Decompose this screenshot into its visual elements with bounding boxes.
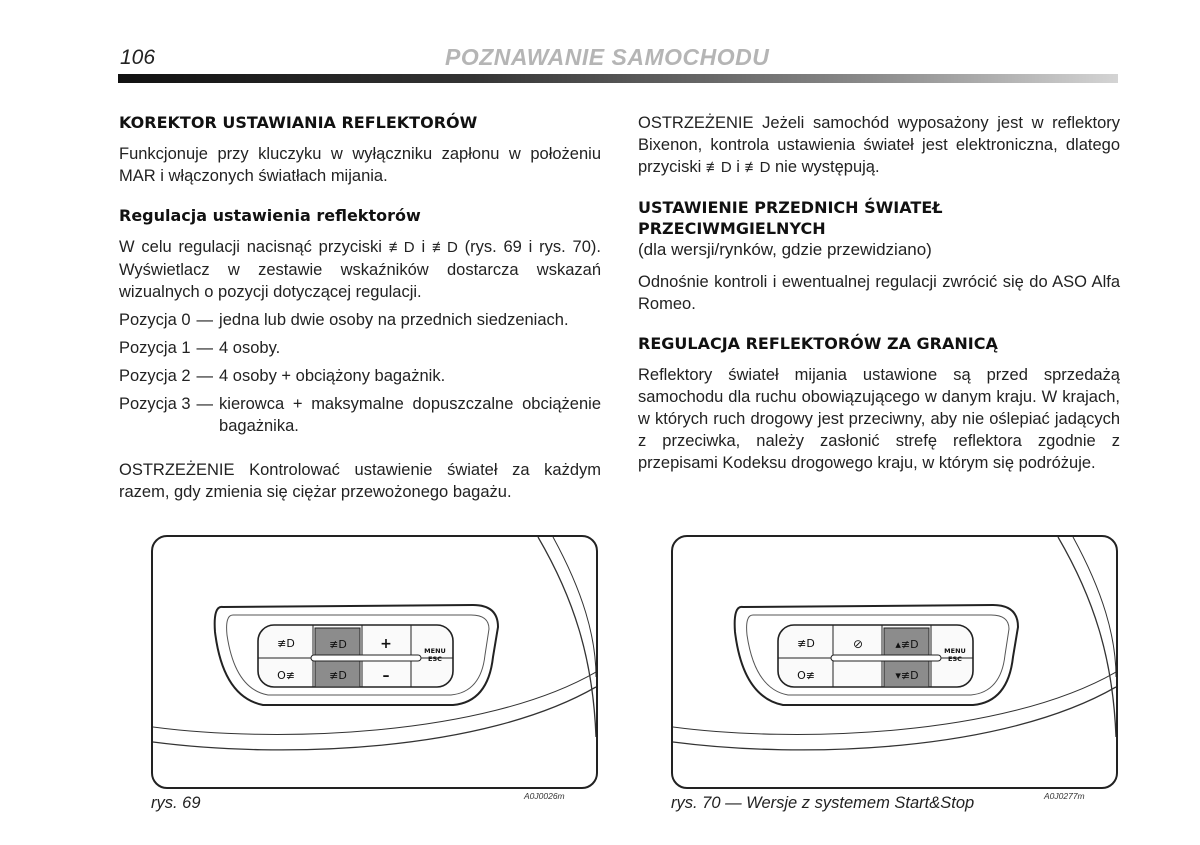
list-item: Pozycja 0 — jedna lub dwie osoby na przednich siedzeniach.	[119, 311, 569, 329]
figure-code: A0J0277m	[1044, 791, 1085, 801]
intro-paragraph: Funkcjonuje przy kluczyku w wyłączniku zapłonu w położeniu MAR i włączonych światłach mijania.	[119, 145, 601, 185]
right-column	[638, 112, 1120, 474]
figure-code: A0J0026m	[524, 791, 565, 801]
esc-label[interactable]: ESC	[948, 655, 962, 663]
control-panel-illustration	[673, 537, 1116, 787]
headlight-down-icon: ▾≢D	[895, 669, 919, 682]
minus-button[interactable]: –	[382, 668, 390, 684]
headlight-up-icon: ≢D	[388, 239, 415, 256]
bixenon-warning-paragraph: OSTRZEŻENIE Jeżeli samochód wyposażony jest w reflektory Bixenon, kontrola ustawienia świateł jest elektroniczna, dlatego przyciski ≢D i ≢D nie występują.	[638, 114, 1120, 176]
front-fog-light-icon: ≢D	[277, 637, 295, 650]
list-item: Pozycja 2 — 4 osoby + obciążony bagażnik.	[119, 367, 446, 385]
list-item: Pozycja 3 — kierowca + maksymalne dopuszczalne obciążenie bagażnika.	[119, 395, 601, 435]
figure-caption: rys. 70 — Wersje z systemem Start&Stop	[671, 794, 975, 812]
headlight-up-icon: ≢D	[705, 159, 732, 176]
page-number: 106	[120, 46, 156, 69]
list-item: Pozycja 1 — 4 osoby.	[119, 339, 281, 357]
section-title: POZNAWANIE SAMOCHODU	[445, 44, 770, 70]
adjust-paragraph: W celu regulacji nacisnąć przyciski ≢D i ≢D (rys. 69 i rys. 70). Wyświetlacz w zestawie wskaźników dostarcza wskazań wizualnych o pozycji dotyczącej regulacji.	[119, 238, 601, 301]
figure-70	[671, 535, 1118, 789]
figure-69	[151, 535, 598, 789]
front-fog-light-icon: ≢D	[797, 637, 815, 650]
menu-label[interactable]: MENU	[944, 647, 966, 655]
heading-fog-lights: USTAWIENIE PRZEDNICH ŚWIATEŁ PRZECIWMGIELNYCH	[638, 198, 943, 238]
esc-label[interactable]: ESC	[428, 655, 442, 663]
left-column	[119, 112, 601, 503]
heading-abroad: REGULACJA REFLEKTORÓW ZA GRANICĄ	[638, 334, 998, 353]
control-panel-illustration	[153, 537, 596, 787]
headlight-up-icon: ▴≢D	[895, 638, 919, 651]
menu-label[interactable]: MENU	[424, 647, 446, 655]
heading-headlight-corrector: KOREKTOR USTAWIANIA REFLEKTORÓW	[119, 113, 478, 132]
headlight-down-icon: ≢D	[744, 159, 771, 176]
fog-paragraph: Odnośnie kontroli i ewentualnej regulacji zwrócić się do ASO Alfa Romeo.	[638, 273, 1120, 313]
header-rule	[118, 74, 1118, 83]
headlight-up-icon: ≢D	[329, 638, 347, 651]
figure-caption: rys. 69	[151, 794, 201, 812]
fog-subtitle: (dla wersji/rynków, gdzie przewidziano)	[638, 240, 932, 259]
start-stop-off-icon: ⊘	[852, 637, 864, 651]
positions-list	[119, 309, 601, 437]
plus-button[interactable]: +	[380, 636, 392, 652]
headlight-down-icon: ≢D	[431, 239, 458, 256]
heading-adjustment: Regulacja ustawienia reflektorów	[119, 206, 421, 225]
rear-fog-light-icon: O≢	[797, 669, 815, 682]
headlight-down-icon: ≢D	[329, 669, 347, 682]
warning-paragraph: OSTRZEŻENIE Kontrolować ustawienie świateł za każdym razem, gdy zmienia się ciężar przewożonego bagażu.	[119, 461, 601, 501]
abroad-paragraph: Reflektory świateł mijania ustawione są przed sprzedażą samochodu dla ruchu obowiązującego w danym kraju. W krajach, w których ruch drogowy jest przeciwny, aby nie oślepiać jadących z przeciwka, należy zasłonić strefę reflektora zgodnie z przepisami Kodeksu drogowego kraju, w którym się podróżuje.	[638, 366, 1120, 472]
rear-fog-light-icon: O≢	[277, 669, 295, 682]
